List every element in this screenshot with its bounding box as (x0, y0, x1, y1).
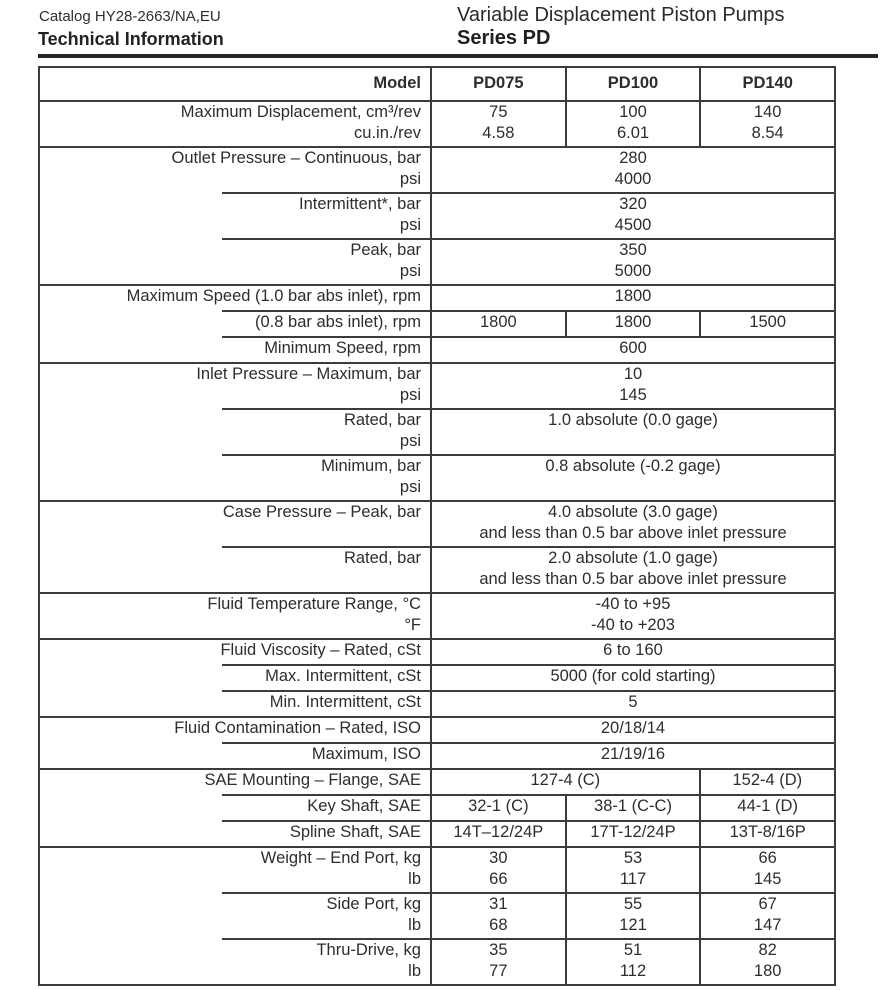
value-cell (432, 500, 834, 546)
row-label-line: Max. Intermittent, cSt (265, 667, 421, 685)
value-cell (432, 362, 834, 408)
row-label (40, 284, 432, 310)
value-line: 1800 (614, 287, 652, 305)
column-header-label: PD100 (607, 74, 659, 92)
value-line: and less than 0.5 bar above inlet pressure (479, 570, 787, 588)
model-header-cell (40, 68, 432, 100)
value-line: 112 (619, 962, 647, 980)
row-separator (222, 742, 834, 744)
value-line: 117 (619, 870, 647, 888)
row-values (432, 768, 834, 794)
row-values (432, 592, 834, 638)
row-label (40, 238, 432, 284)
value-line: 4.58 (482, 124, 515, 142)
table-row (40, 146, 834, 192)
row-label (40, 592, 432, 638)
value-cell (432, 638, 834, 664)
value-line: 6 to 160 (603, 641, 663, 659)
value-line: and less than 0.5 bar above inlet pressure (479, 524, 787, 542)
row-values (432, 664, 834, 690)
value-line: 10 (623, 365, 643, 383)
value-line: 152-4 (D) (732, 771, 803, 789)
table-row (40, 846, 834, 892)
value-line: 53 (623, 849, 643, 867)
value-cell (701, 310, 834, 336)
row-label (40, 716, 432, 742)
value-cell (567, 820, 702, 846)
value-cell (432, 846, 567, 892)
row-separator (222, 794, 834, 796)
value-line: 77 (489, 962, 508, 980)
table-row (40, 500, 834, 546)
table-row (40, 192, 834, 238)
column-header-label: PD075 (473, 74, 524, 92)
row-label-line: psi (399, 386, 421, 404)
value-line: 5000 (for cold starting) (550, 667, 716, 685)
value-line: 20/18/14 (600, 719, 666, 737)
value-cell (432, 336, 834, 362)
row-values (432, 146, 834, 192)
value-cell (701, 892, 834, 938)
value-cell (432, 768, 701, 794)
row-label (40, 892, 432, 938)
table-row (40, 546, 834, 592)
value-line: 1500 (749, 313, 787, 331)
row-label-line: Intermittent*, bar (299, 195, 421, 213)
product-title: Variable Displacement Piston Pumps (457, 4, 785, 26)
value-cell (701, 768, 834, 794)
row-separator (222, 408, 834, 410)
value-line: 66 (758, 849, 777, 867)
column-header-pd100 (567, 68, 702, 100)
row-label-line: Outlet Pressure – Continuous, bar (171, 149, 421, 167)
value-cell (432, 794, 567, 820)
row-label-line: psi (399, 262, 421, 280)
value-line: 55 (623, 895, 643, 913)
value-cell (432, 716, 834, 742)
row-label-line: psi (399, 478, 421, 496)
value-cell (701, 846, 834, 892)
row-separator (222, 454, 834, 456)
value-cell (432, 100, 567, 146)
header-rule (38, 54, 878, 58)
row-label-line: psi (399, 432, 421, 450)
row-values (432, 716, 834, 742)
table-row (40, 100, 834, 146)
table-row (40, 820, 834, 846)
value-cell (432, 310, 567, 336)
value-line: 32-1 (C) (468, 797, 529, 815)
row-label-line: (0.8 bar abs inlet), rpm (255, 313, 421, 331)
value-line: 6.01 (616, 124, 650, 142)
column-header-pd075 (432, 68, 567, 100)
value-line: 21/19/16 (600, 745, 666, 763)
value-cell (701, 794, 834, 820)
row-separator (40, 592, 834, 594)
table-row (40, 310, 834, 336)
value-line: 44-1 (D) (737, 797, 798, 815)
row-separator (222, 892, 834, 894)
table-row (40, 336, 834, 362)
row-separator (222, 546, 834, 548)
row-label (40, 310, 432, 336)
row-label (40, 690, 432, 716)
value-line: 1.0 absolute (0.0 gage) (548, 411, 718, 429)
value-line: 31 (489, 895, 508, 913)
row-label (40, 638, 432, 664)
value-cell (432, 454, 834, 500)
row-label (40, 742, 432, 768)
value-line: -40 to +95 (595, 595, 671, 613)
row-label-line: °F (404, 616, 421, 634)
row-label (40, 336, 432, 362)
row-label-line: Case Pressure – Peak, bar (222, 503, 421, 521)
value-cell (567, 892, 702, 938)
row-values (432, 408, 834, 454)
row-separator (222, 820, 834, 822)
row-separator (222, 938, 834, 940)
value-cell (432, 238, 834, 284)
value-cell (567, 310, 702, 336)
value-cell (432, 664, 834, 690)
value-line: -40 to +203 (591, 616, 675, 634)
value-cell (567, 794, 702, 820)
title-block (457, 4, 785, 50)
row-separator (40, 846, 834, 848)
row-values (432, 310, 834, 336)
value-cell (432, 146, 834, 192)
row-values (432, 454, 834, 500)
row-label (40, 794, 432, 820)
value-line: 5000 (614, 262, 652, 280)
value-line: 30 (489, 849, 508, 867)
table-header-row (40, 68, 834, 100)
row-label-line: Spline Shaft, SAE (289, 823, 421, 841)
row-label (40, 820, 432, 846)
row-values (432, 820, 834, 846)
table-row (40, 742, 834, 768)
row-separator (40, 716, 834, 718)
row-separator (222, 310, 834, 312)
row-label-line: Weight – End Port, kg (260, 849, 421, 867)
row-label-line: Minimum Speed, rpm (264, 339, 421, 357)
row-separator (222, 238, 834, 240)
value-line: 121 (619, 916, 647, 934)
row-label-line: Fluid Contamination – Rated, ISO (174, 719, 421, 737)
row-label-line: Inlet Pressure – Maximum, bar (196, 365, 421, 383)
value-line: 82 (758, 941, 777, 959)
value-cell (432, 938, 567, 984)
row-label-line: lb (408, 870, 421, 888)
value-cell (701, 100, 834, 146)
row-values (432, 362, 834, 408)
row-label-line: Rated, bar (343, 411, 421, 429)
value-cell (432, 284, 834, 310)
row-values (432, 938, 834, 984)
table-row (40, 938, 834, 984)
table-row (40, 638, 834, 664)
row-label (40, 146, 432, 192)
row-label-line: Maximum Displacement, cm³/rev (180, 103, 421, 121)
row-values (432, 690, 834, 716)
row-separator (40, 638, 834, 640)
row-label-line: cu.in./rev (354, 124, 421, 142)
value-cell (567, 938, 702, 984)
value-line: 35 (489, 941, 508, 959)
header-values (432, 68, 834, 100)
row-separator (222, 664, 834, 666)
value-line: 1800 (479, 313, 517, 331)
row-separator (222, 690, 834, 692)
value-cell (432, 742, 834, 768)
row-label-line: Fluid Viscosity – Rated, cSt (220, 641, 421, 659)
value-line: 147 (753, 916, 782, 934)
value-line: 75 (489, 103, 508, 121)
row-separator (40, 362, 834, 364)
row-label (40, 768, 432, 794)
value-cell (567, 846, 702, 892)
value-line: 280 (619, 149, 647, 167)
row-separator (40, 500, 834, 502)
row-separator (40, 100, 834, 102)
row-label-line: Thru-Drive, kg (316, 941, 421, 959)
value-line: 38-1 (C-C) (594, 797, 672, 815)
row-label-line: lb (408, 962, 421, 980)
value-line: 320 (619, 195, 647, 213)
row-separator (40, 146, 834, 148)
row-label-line: Maximum, ISO (311, 745, 421, 763)
table-row (40, 892, 834, 938)
row-values (432, 100, 834, 146)
row-separator (222, 192, 834, 194)
value-line: 4.0 absolute (3.0 gage) (548, 503, 718, 521)
table-row (40, 592, 834, 638)
value-line: 600 (619, 339, 647, 357)
row-label-line: psi (399, 170, 421, 188)
value-line: 1800 (614, 313, 652, 331)
table-row (40, 768, 834, 794)
table-row (40, 716, 834, 742)
value-line: 68 (489, 916, 508, 934)
value-cell (432, 690, 834, 716)
value-cell (567, 100, 702, 146)
row-separator (40, 768, 834, 770)
table-row (40, 664, 834, 690)
row-values (432, 638, 834, 664)
row-label-line: Rated, bar (343, 549, 421, 567)
row-label (40, 192, 432, 238)
value-line: 51 (623, 941, 643, 959)
value-cell (432, 592, 834, 638)
row-values (432, 238, 834, 284)
value-line: 66 (489, 870, 508, 888)
row-label-line: Peak, bar (350, 241, 421, 259)
table-row (40, 362, 834, 408)
row-label (40, 454, 432, 500)
table-row (40, 408, 834, 454)
row-label-line: Side Port, kg (326, 895, 421, 913)
row-values (432, 846, 834, 892)
doc-type-heading: Technical Information (38, 29, 224, 49)
row-label (40, 500, 432, 546)
value-cell (432, 820, 567, 846)
table-row (40, 238, 834, 284)
table-row (40, 454, 834, 500)
value-line: 2.0 absolute (1.0 gage) (548, 549, 718, 567)
series-title: Series PD (457, 27, 551, 49)
row-label-line: Min. Intermittent, cSt (269, 693, 421, 711)
spec-table (38, 66, 836, 986)
row-values (432, 892, 834, 938)
value-line: 14T–12/24P (453, 823, 544, 841)
row-label (40, 938, 432, 984)
row-values (432, 546, 834, 592)
table-row (40, 690, 834, 716)
value-line: 4500 (614, 216, 652, 234)
row-label-line: lb (408, 916, 421, 934)
row-label-line: psi (399, 216, 421, 234)
row-values (432, 284, 834, 310)
row-label (40, 846, 432, 892)
value-line: 145 (619, 386, 647, 404)
value-line: 145 (753, 870, 782, 888)
value-line: 13T-8/16P (729, 823, 806, 841)
value-line: 127-4 (C) (530, 771, 601, 789)
row-label-line: Minimum, bar (321, 457, 421, 475)
value-line: 100 (619, 103, 647, 121)
row-separator (222, 336, 834, 338)
value-cell (432, 546, 834, 592)
value-cell (432, 892, 567, 938)
row-values (432, 500, 834, 546)
row-label-line: Maximum Speed (1.0 bar abs inlet), rpm (126, 287, 421, 305)
row-label (40, 664, 432, 690)
row-label (40, 408, 432, 454)
value-cell (701, 820, 834, 846)
value-line: 67 (758, 895, 777, 913)
value-line: 17T-12/24P (590, 823, 676, 841)
table-row (40, 794, 834, 820)
row-label-line: SAE Mounting – Flange, SAE (204, 771, 421, 789)
value-cell (432, 192, 834, 238)
table-row (40, 284, 834, 310)
row-label (40, 546, 432, 592)
model-header-label: Model (373, 74, 421, 92)
value-line: 8.54 (751, 124, 784, 142)
column-header-pd140 (701, 68, 834, 100)
row-values (432, 192, 834, 238)
row-values (432, 336, 834, 362)
row-label (40, 100, 432, 146)
value-line: 140 (753, 103, 782, 121)
row-label-line: Key Shaft, SAE (307, 797, 421, 815)
value-line: 180 (753, 962, 782, 980)
value-line: 5 (628, 693, 638, 711)
row-separator (40, 284, 834, 286)
value-cell (701, 938, 834, 984)
value-cell (432, 408, 834, 454)
row-values (432, 794, 834, 820)
value-line: 0.8 absolute (-0.2 gage) (545, 457, 721, 475)
catalog-number: Catalog HY28-2663/NA,EU (39, 8, 221, 25)
row-label (40, 362, 432, 408)
row-label-line: Fluid Temperature Range, °C (207, 595, 421, 613)
value-line: 350 (619, 241, 647, 259)
row-values (432, 742, 834, 768)
value-line: 4000 (614, 170, 652, 188)
column-header-label: PD140 (742, 74, 793, 92)
